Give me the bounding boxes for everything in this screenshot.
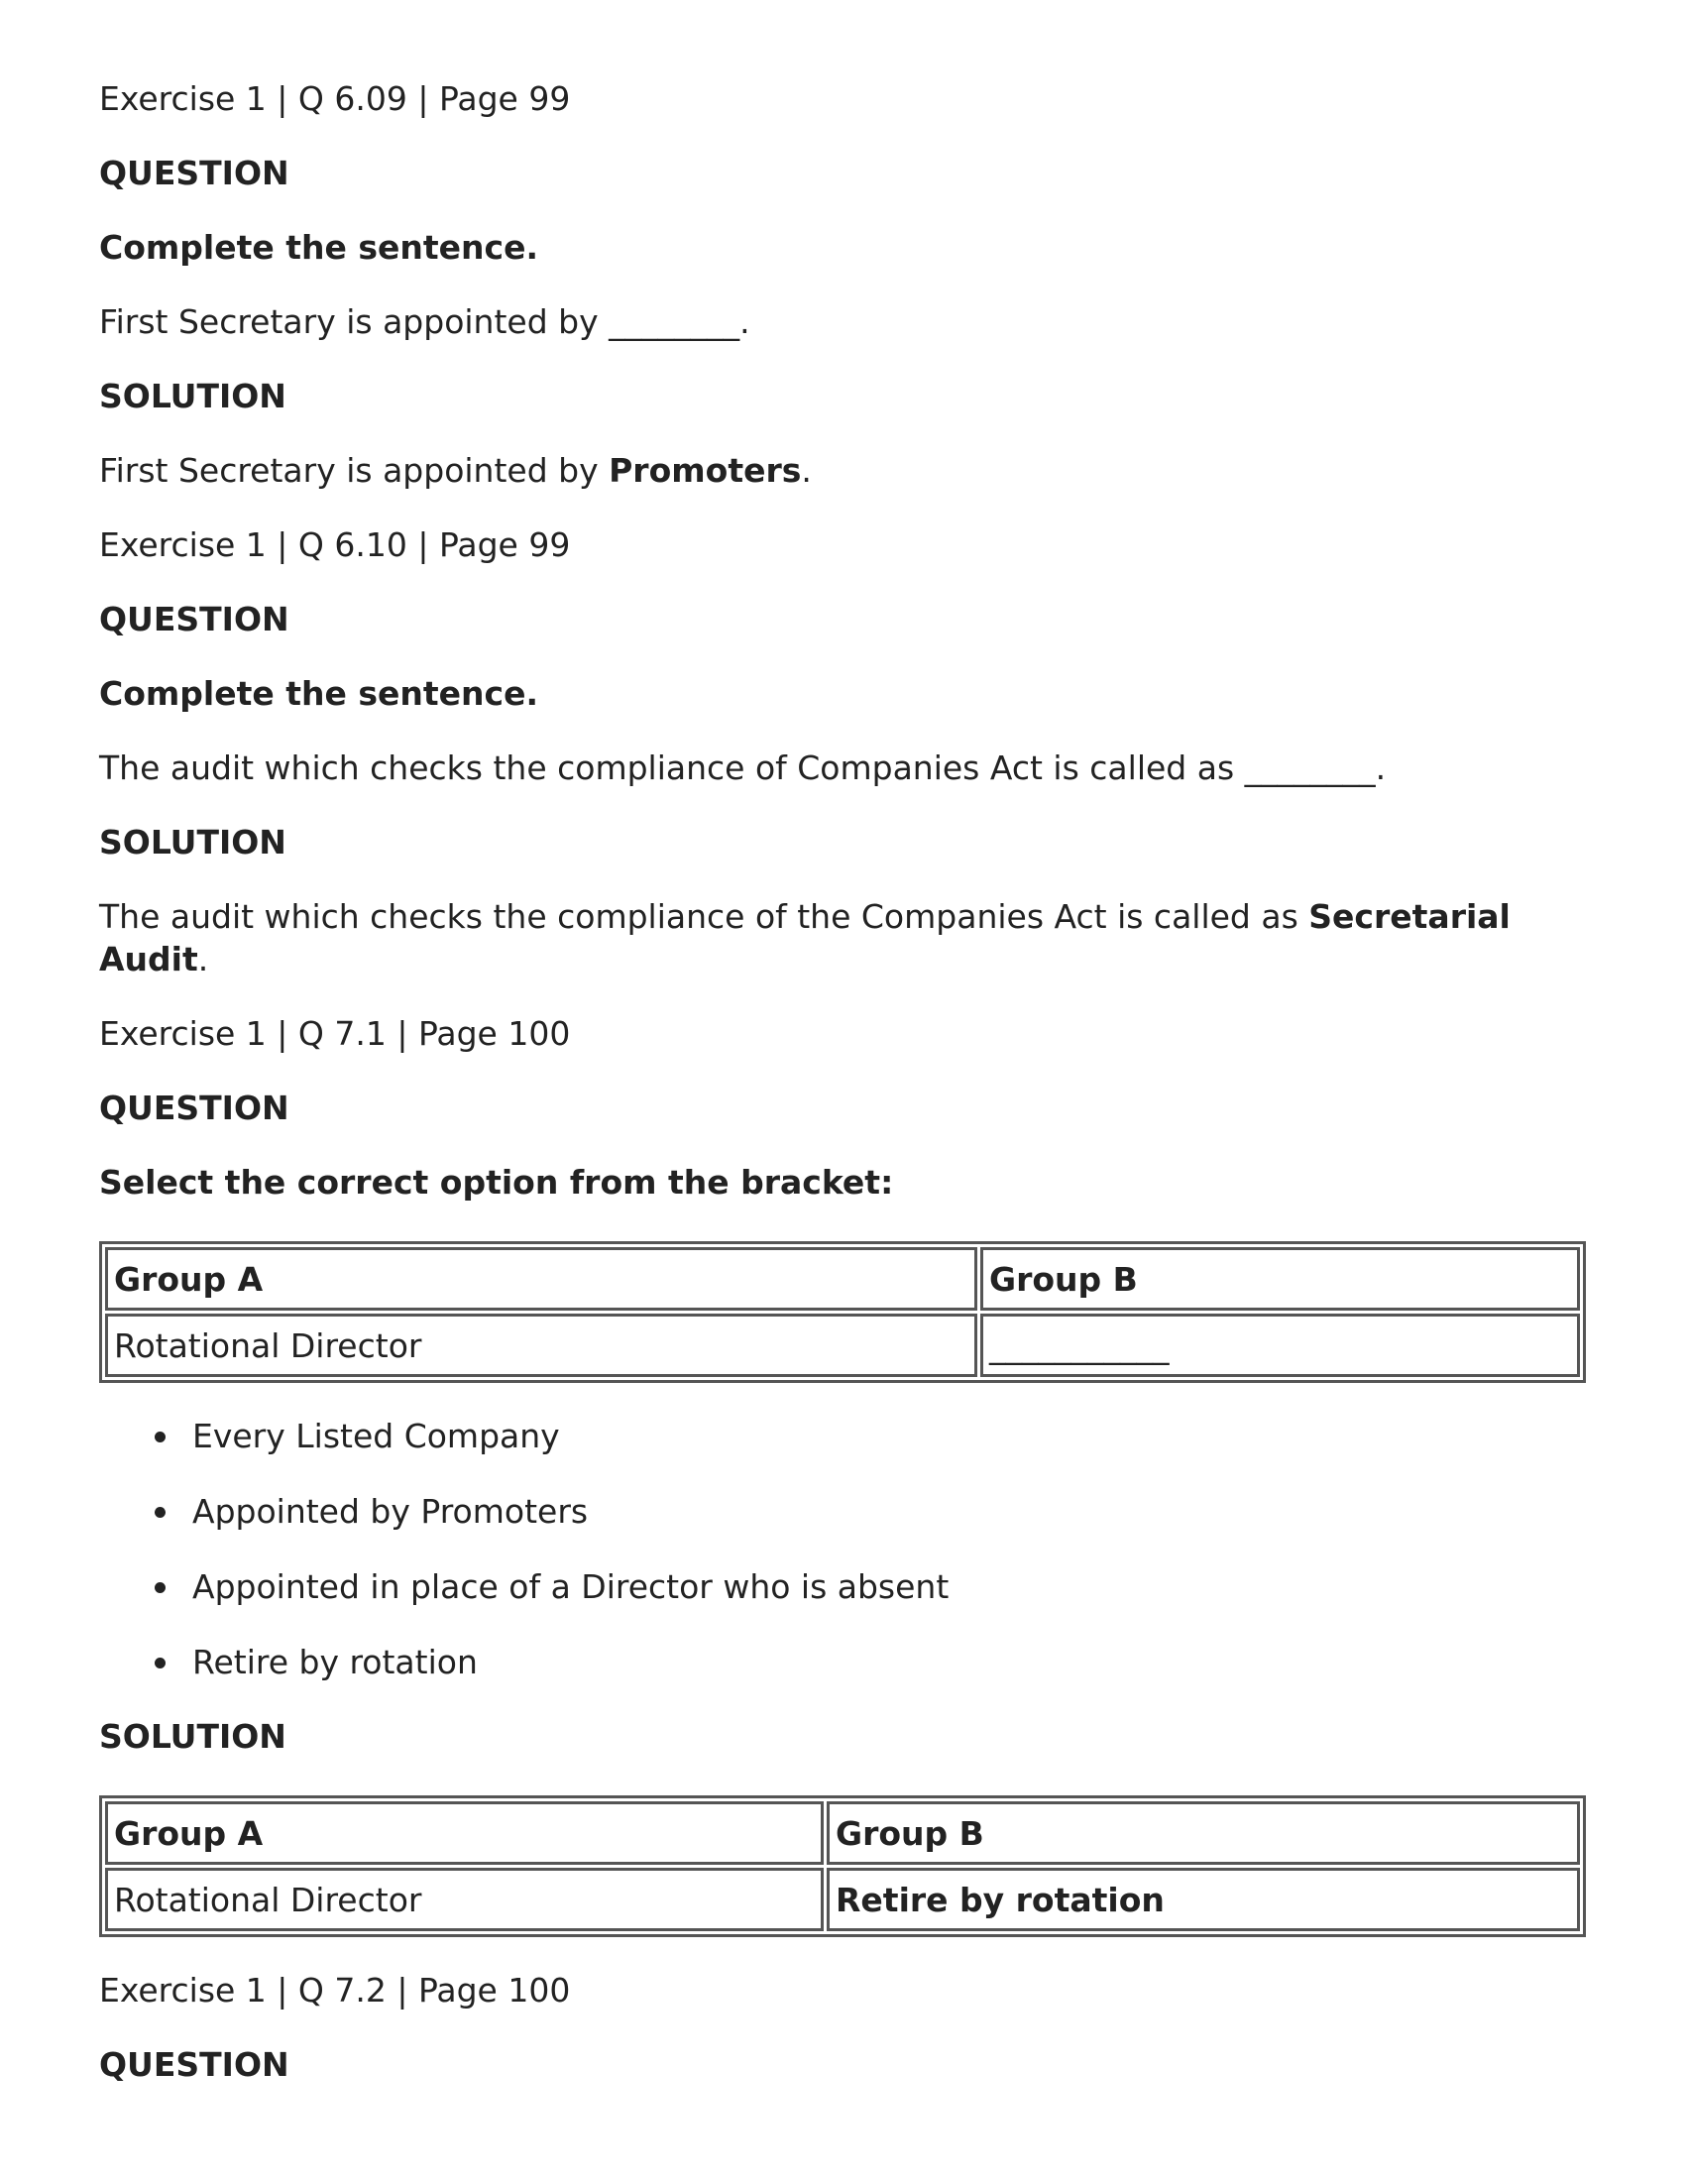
table-cell-blank: ___________ xyxy=(980,1314,1580,1377)
solution-label: SOLUTION xyxy=(99,377,286,415)
table-header-cell: Group B xyxy=(980,1247,1580,1311)
table-cell: Rotational Director xyxy=(105,1868,824,1931)
question-label: QUESTION xyxy=(99,600,289,638)
solution-text xyxy=(99,895,1589,980)
table-cell: Rotational Director xyxy=(105,1314,977,1377)
solution-label: SOLUTION xyxy=(99,823,286,862)
solution-answer: Promoters xyxy=(609,451,802,490)
bullet-icon xyxy=(155,1432,166,1442)
exercise-ref-q72: Exercise 1 | Q 7.2 | Page 100 xyxy=(99,1971,571,2010)
question-label: QUESTION xyxy=(99,2045,289,2084)
question-label: QUESTION xyxy=(99,154,289,192)
solution-text xyxy=(99,449,1589,492)
table-header-cell: Group A xyxy=(105,1247,977,1311)
table-header-row xyxy=(105,1801,1580,1865)
question-prompt: Select the correct option from the bracket: xyxy=(99,1163,894,1202)
question-prompt: Complete the sentence. xyxy=(99,228,539,267)
exercise-ref-q610: Exercise 1 | Q 6.10 | Page 99 xyxy=(99,525,571,564)
solution-prefix: First Secretary is appointed by xyxy=(99,451,610,490)
table-header-cell: Group A xyxy=(105,1801,824,1865)
bullet-icon xyxy=(155,1658,166,1668)
solution-suffix: . xyxy=(197,940,209,978)
bullet-icon xyxy=(155,1507,166,1518)
list-item: Every Listed Company xyxy=(99,1415,1589,1457)
question-table xyxy=(99,1241,1586,1383)
exercise-ref-q71: Exercise 1 | Q 7.1 | Page 100 xyxy=(99,1014,571,1053)
question-text: First Secretary is appointed by ________. xyxy=(99,302,750,341)
bullet-icon xyxy=(155,1582,166,1593)
question-label: QUESTION xyxy=(99,1089,289,1127)
solution-prefix: The audit which checks the compliance of the Companies Act is called as xyxy=(99,897,1309,936)
table-row xyxy=(105,1868,1580,1931)
exercise-ref-q609: Exercise 1 | Q 6.09 | Page 99 xyxy=(99,79,571,118)
question-prompt: Complete the sentence. xyxy=(99,674,539,713)
question-text: The audit which checks the compliance of Companies Act is called as ________. xyxy=(99,748,1387,787)
table-cell-answer: Retire by rotation xyxy=(827,1868,1580,1931)
solution-answer: Secretarial Audit xyxy=(99,897,1511,978)
table-header-row xyxy=(105,1247,1580,1311)
solution-suffix: . xyxy=(801,451,812,490)
list-item: Appointed in place of a Director who is absent xyxy=(99,1565,1589,1608)
list-item: Appointed by Promoters xyxy=(99,1490,1589,1533)
options-list xyxy=(99,1415,1589,1683)
solution-table xyxy=(99,1795,1586,1937)
table-header-cell: Group B xyxy=(827,1801,1580,1865)
table-row xyxy=(105,1314,1580,1377)
list-item: Retire by rotation xyxy=(99,1641,1589,1683)
solution-label: SOLUTION xyxy=(99,1717,286,1756)
